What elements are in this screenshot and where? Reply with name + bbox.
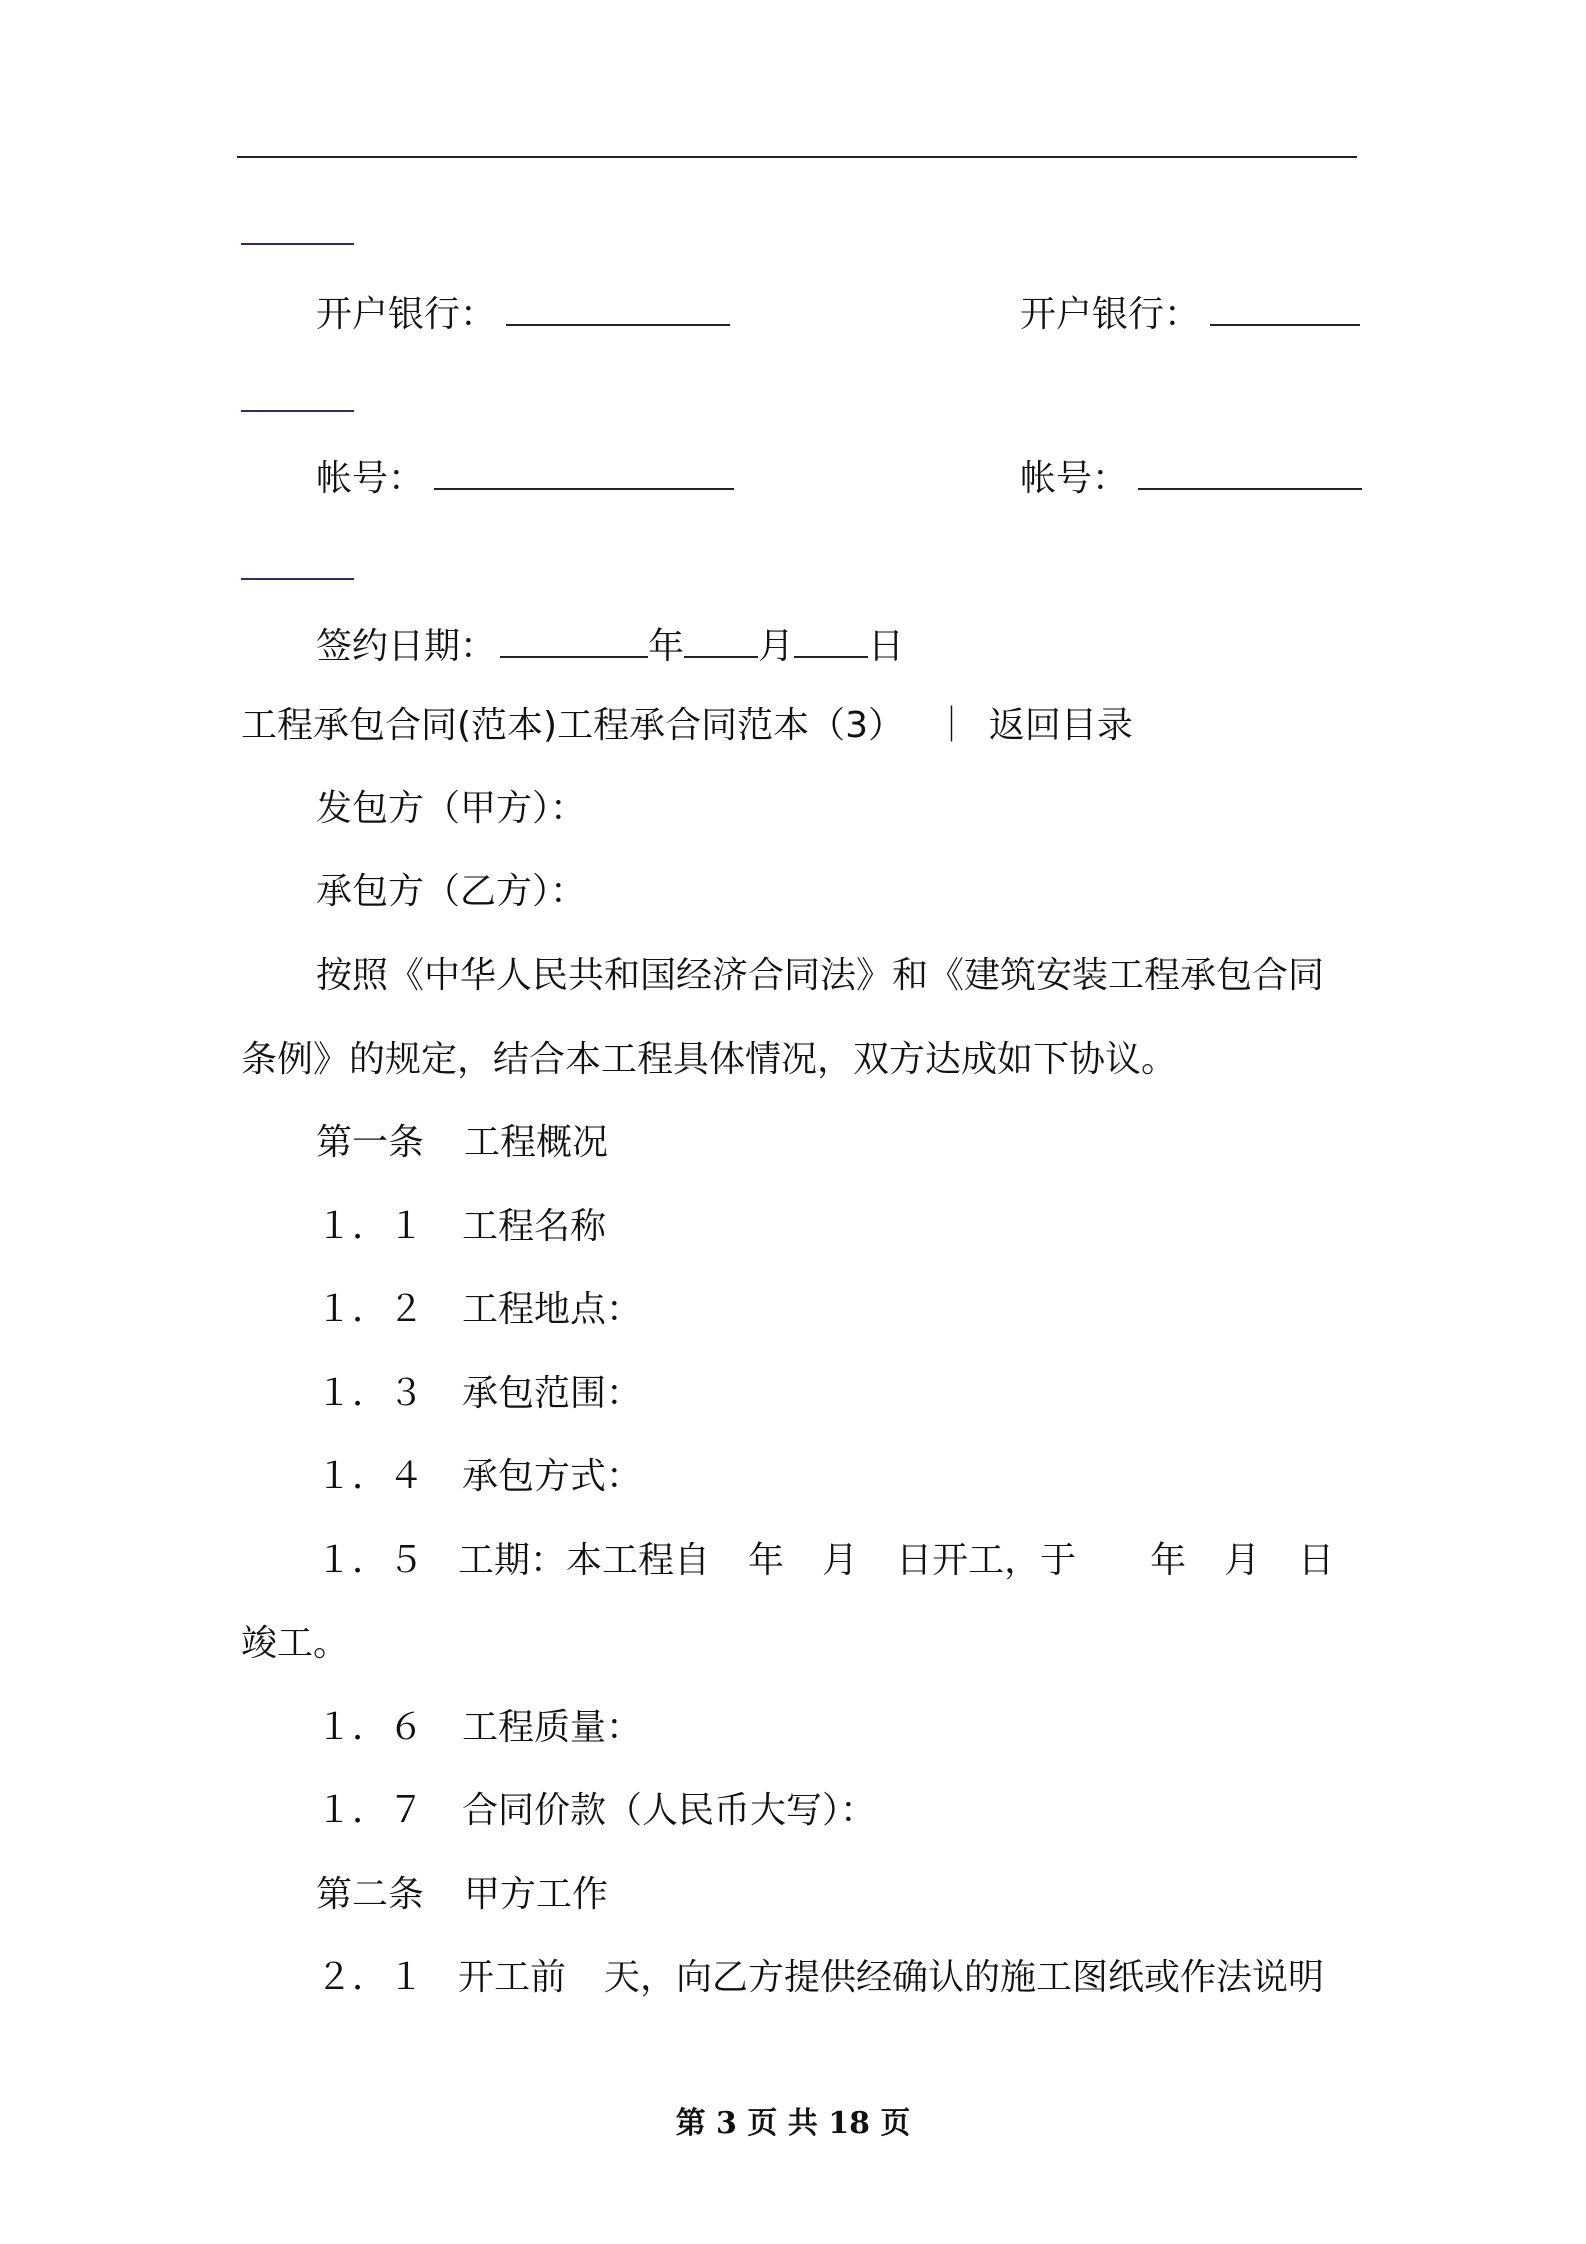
- party-b: 承包方（乙方）：: [316, 871, 587, 912]
- intro-line-1: 按照《中华人民共和国经济合同法》和《建筑安装工程承包合同: [316, 955, 1325, 996]
- item-1-1: １．１ 工程名称: [316, 1206, 607, 1247]
- bank-left-blank: [506, 290, 730, 326]
- page-title: 工程承包合同(范本)工程承合同范本（3）: [241, 705, 904, 746]
- article-1: 第一条 工程概况: [316, 1122, 609, 1163]
- blank-rule: [241, 410, 354, 412]
- article-2: 第二条 甲方工作: [316, 1874, 609, 1915]
- item-1-7: １．７ 合同价款（人民币大写）：: [316, 1790, 877, 1831]
- item-1-2: １．２ 工程地点：: [316, 1289, 643, 1330]
- sign-date: 签约日期： 年 月 日: [316, 622, 904, 669]
- account-left-blank: [434, 454, 734, 490]
- item-1-5-cont: 竣工。: [241, 1623, 350, 1664]
- item-2-1: ２．１ 开工前 天，向乙方提供经确认的施工图纸或作法说明: [316, 1957, 1325, 1998]
- page-footer: 第 3 页 共 18 页: [675, 2106, 911, 2141]
- party-a: 发包方（甲方）：: [316, 788, 587, 829]
- back-to-toc-link[interactable]: 返回目录: [988, 705, 1133, 746]
- item-1-6: １．６ 工程质量：: [316, 1707, 643, 1748]
- section-heading: 工程承包合同(范本)工程承合同范本（3） ｜ 返回目录: [241, 705, 1133, 746]
- bank-right-blank: [1210, 290, 1360, 326]
- item-1-4: １．４ 承包方式：: [316, 1456, 643, 1497]
- blank-rule: [241, 243, 354, 245]
- account-right: 帐号：: [1020, 454, 1362, 501]
- item-1-5: １．５ 工期：本工程自 年 月 日开工，于 年 月 日: [316, 1540, 1335, 1581]
- top-rule: [237, 156, 1357, 158]
- bank-right: 开户银行：: [1020, 290, 1360, 337]
- bank-left: 开户银行：: [316, 290, 730, 337]
- account-left: 帐号：: [316, 454, 734, 501]
- blank-rule: [241, 578, 354, 580]
- account-right-blank: [1138, 454, 1362, 490]
- item-1-3: １．３ 承包范围：: [316, 1373, 643, 1414]
- intro-line-2: 条例》的规定，结合本工程具体情况，双方达成如下协议。: [241, 1039, 1178, 1080]
